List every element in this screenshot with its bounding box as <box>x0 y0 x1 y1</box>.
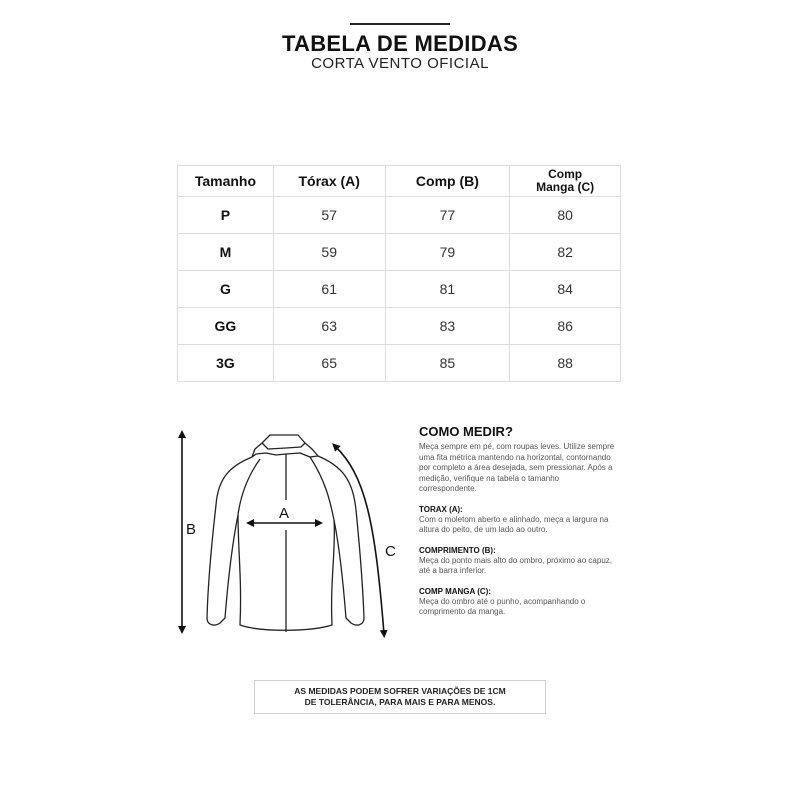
cell-size: M <box>178 234 274 271</box>
cell-length: 77 <box>385 197 510 234</box>
cell-size: G <box>178 271 274 308</box>
label-c: C <box>385 543 396 560</box>
table-row <box>178 271 621 308</box>
header-length: Comp (B) <box>385 166 510 197</box>
section-heading-chest: TORAX (A): <box>419 504 463 514</box>
table-row <box>178 197 621 234</box>
section-heading-sleeve: COMP MANGA (C): <box>419 586 491 596</box>
title-divider <box>350 23 450 25</box>
cell-chest: 65 <box>273 345 385 382</box>
cell-chest: 57 <box>273 197 385 234</box>
notice-line-2: DE TOLERÂNCIA, PARA MAIS E PARA MENOS. <box>304 697 496 707</box>
cell-length: 79 <box>385 234 510 271</box>
notice-line-1: AS MEDIDAS PODEM SOFRER VARIAÇÕES DE 1CM <box>294 686 506 696</box>
cell-chest: 61 <box>273 271 385 308</box>
page-title: TABELA DE MEDIDAS <box>281 31 519 56</box>
section-heading-length: COMPRIMENTO (B): <box>419 545 496 555</box>
cell-sleeve: 84 <box>510 271 621 308</box>
cell-size: GG <box>178 308 274 345</box>
cell-chest: 63 <box>273 308 385 345</box>
tolerance-notice <box>254 680 546 714</box>
cell-sleeve: 86 <box>510 308 621 345</box>
size-table <box>177 165 621 382</box>
section-text-sleeve: Meça do ombro até o punho, acompanhando o comprimento da manga. <box>419 596 586 616</box>
how-to-measure-panel <box>419 424 619 618</box>
table-row <box>178 345 621 382</box>
table-row <box>178 308 621 345</box>
header-size: Tamanho <box>178 166 274 197</box>
cell-length: 85 <box>385 345 510 382</box>
page-subtitle: CORTA VENTO OFICIAL <box>311 55 489 72</box>
cell-sleeve: 88 <box>510 345 621 382</box>
cell-length: 83 <box>385 308 510 345</box>
table-row <box>178 234 621 271</box>
cell-chest: 59 <box>273 234 385 271</box>
cell-length: 81 <box>385 271 510 308</box>
header-sleeve <box>510 166 621 197</box>
cell-size: P <box>178 197 274 234</box>
header-sleeve-line1: Comp <box>548 167 583 181</box>
label-a: A <box>279 505 290 522</box>
section-text-length: Meça do ponto mais alto do ombro, próximo ao capuz, até a barra inferior. <box>419 555 612 575</box>
table-header-row <box>178 166 621 197</box>
header-chest: Tórax (A) <box>273 166 385 197</box>
cell-sleeve: 82 <box>510 234 621 271</box>
how-to-measure-title: COMO MEDIR? <box>419 424 513 439</box>
sleeve-arrow-c <box>335 446 384 634</box>
jacket-measurement-diagram <box>170 420 410 650</box>
cell-size: 3G <box>178 345 274 382</box>
header-sleeve-line2: Manga (C) <box>536 180 595 194</box>
how-to-measure-intro: Meça sempre em pé, com roupas leves. Utilize sempre uma fita métrica mantendo na horizontal, contornando por completo a área desejada, sem pressionar. Após a medição, verifique na tabela o tamanho correspondente. <box>419 442 615 493</box>
cell-sleeve: 80 <box>510 197 621 234</box>
jacket-outline-icon <box>207 435 364 632</box>
label-b: B <box>186 521 197 538</box>
section-text-chest: Com o moletom aberto e alinhado, meça a largura na altura do peito, de um lado ao outro. <box>419 514 609 534</box>
